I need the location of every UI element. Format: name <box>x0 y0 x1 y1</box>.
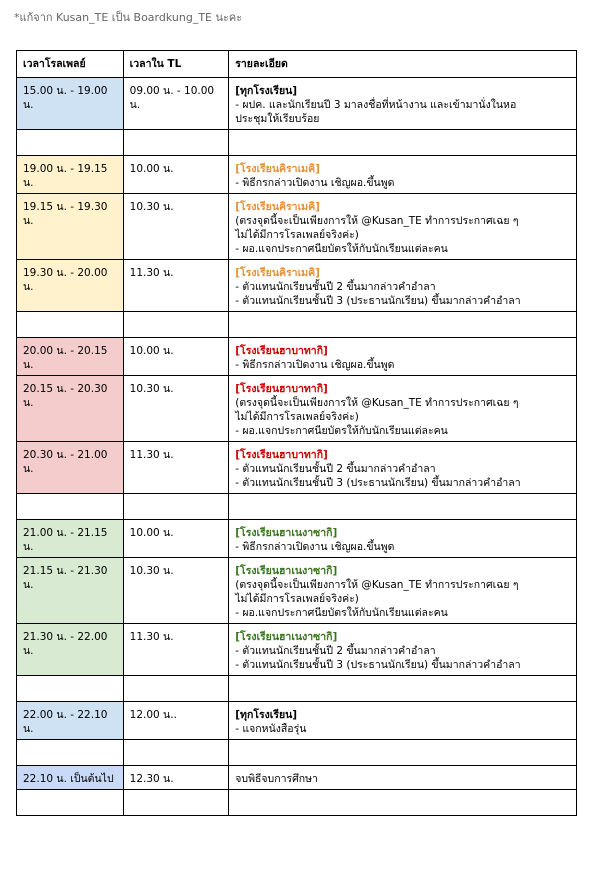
school-title: [โรงเรียนฮาเนงาซากิ] <box>235 565 338 577</box>
empty-cell <box>229 790 577 816</box>
empty-cell <box>229 494 577 520</box>
detail-line: (ตรงจุดนี้จะเป็นเพียงการให้ @Kusan_TE ทำการประกาศเฉย ๆ <box>235 397 519 409</box>
table-row <box>17 338 577 376</box>
roleplay-time-cell: 21.00 น. - 21.15 น. <box>17 520 124 558</box>
details-cell <box>229 442 577 494</box>
empty-cell <box>123 790 229 816</box>
table-row <box>17 624 577 676</box>
empty-cell <box>17 790 124 816</box>
detail-line: - ผอ.แจกประกาศนียบัตรให้กับนักเรียนแต่ละคน <box>235 607 448 619</box>
roleplay-time-cell: 20.15 น. - 20.30 น. <box>17 376 124 442</box>
school-title: [ทุกโรงเรียน] <box>235 709 298 721</box>
detail-line: ไม่ได้มีการโรลเพลย์จริงค่ะ) <box>235 411 359 423</box>
tl-time-cell: 11.30 น. <box>123 260 229 312</box>
table-row <box>17 442 577 494</box>
details-cell <box>229 376 577 442</box>
spacer-row <box>17 494 577 520</box>
detail-line: - พิธีกรกล่าวเปิดงาน เชิญผอ.ขึ้นพูด <box>235 541 395 553</box>
table-row <box>17 78 577 130</box>
table-row <box>17 260 577 312</box>
table-row <box>17 702 577 740</box>
school-title: [โรงเรียนคิราเมคิ] <box>235 201 320 213</box>
detail-line: (ตรงจุดนี้จะเป็นเพียงการให้ @Kusan_TE ทำการประกาศเฉย ๆ <box>235 215 519 227</box>
roleplay-time-cell: 20.30 น. - 21.00 น. <box>17 442 124 494</box>
table-row <box>17 376 577 442</box>
detail-line: - ตัวแทนนักเรียนชั้นปี 2 ขึ้นมากล่าวคำอำลา <box>235 463 436 475</box>
detail-line: - ตัวแทนนักเรียนชั้นปี 3 (ประธานนักเรียน) ขึ้นมากล่าวคำอำลา <box>235 659 521 671</box>
empty-cell <box>17 676 124 702</box>
empty-cell <box>123 740 229 766</box>
empty-cell <box>123 676 229 702</box>
detail-line: - ตัวแทนนักเรียนชั้นปี 3 (ประธานนักเรียน) ขึ้นมากล่าวคำอำลา <box>235 477 521 489</box>
detail-line: จบพิธีจบการศึกษา <box>235 773 318 785</box>
tl-time-cell: 10.00 น. <box>123 520 229 558</box>
empty-cell <box>17 130 124 156</box>
details-cell <box>229 702 577 740</box>
detail-line: - ตัวแทนนักเรียนชั้นปี 2 ขึ้นมากล่าวคำอำลา <box>235 645 436 657</box>
roleplay-time-cell: 22.10 น. เป็นต้นไป <box>17 766 124 790</box>
school-title: [โรงเรียนคิราเมคิ] <box>235 267 320 279</box>
tl-time-cell: 11.30 น. <box>123 624 229 676</box>
edit-note: *แก้จาก Kusan_TE เป็น Boardkung_TE นะคะ <box>14 11 243 24</box>
tl-time-cell: 11.30 น. <box>123 442 229 494</box>
detail-line: - ตัวแทนนักเรียนชั้นปี 2 ขึ้นมากล่าวคำอำลา <box>235 281 436 293</box>
spacer-row <box>17 312 577 338</box>
empty-cell <box>123 494 229 520</box>
header-tl-time: เวลาใน TL <box>123 51 229 78</box>
school-title: [โรงเรียนฮาบาทากิ] <box>235 383 328 395</box>
schedule-body <box>17 78 577 816</box>
empty-cell <box>123 312 229 338</box>
details-cell <box>229 624 577 676</box>
details-cell <box>229 766 577 790</box>
school-title: [โรงเรียนฮาบาทากิ] <box>235 449 328 461</box>
detail-line: - ผอ.แจกประกาศนียบัตรให้กับนักเรียนแต่ละคน <box>235 425 448 437</box>
details-cell <box>229 78 577 130</box>
tl-time-cell: 09.00 น. - 10.00 น. <box>123 78 229 130</box>
table-row <box>17 520 577 558</box>
spacer-row <box>17 740 577 766</box>
header-roleplay-time: เวลาโรลเพลย์ <box>17 51 124 78</box>
spacer-row <box>17 676 577 702</box>
details-cell <box>229 194 577 260</box>
roleplay-time-cell: 19.15 น. - 19.30 น. <box>17 194 124 260</box>
header-row <box>17 51 577 78</box>
tl-time-cell: 10.00 น. <box>123 156 229 194</box>
roleplay-time-cell: 21.30 น. - 22.00 น. <box>17 624 124 676</box>
detail-line: (ตรงจุดนี้จะเป็นเพียงการให้ @Kusan_TE ทำการประกาศเฉย ๆ <box>235 579 519 591</box>
detail-line: - ผปค. และนักเรียนปี 3 มาลงชื่อที่หน้างาน และเข้ามานั่งในหอ <box>235 99 517 111</box>
tl-time-cell: 10.00 น. <box>123 338 229 376</box>
table-row <box>17 194 577 260</box>
detail-line: - ผอ.แจกประกาศนียบัตรให้กับนักเรียนแต่ละคน <box>235 243 448 255</box>
details-cell <box>229 558 577 624</box>
detail-line: ไม่ได้มีการโรลเพลย์จริงค่ะ) <box>235 229 359 241</box>
roleplay-time-cell: 19.00 น. - 19.15 น. <box>17 156 124 194</box>
details-cell <box>229 260 577 312</box>
empty-cell <box>229 740 577 766</box>
table-row <box>17 766 577 790</box>
tl-time-cell: 10.30 น. <box>123 376 229 442</box>
tl-time-cell: 12.00 น.. <box>123 702 229 740</box>
details-cell <box>229 156 577 194</box>
empty-cell <box>229 312 577 338</box>
school-title: [โรงเรียนฮาเนงาซากิ] <box>235 631 338 643</box>
tl-time-cell: 10.30 น. <box>123 194 229 260</box>
tl-time-cell: 10.30 น. <box>123 558 229 624</box>
detail-line: - แจกหนังสือรุ่น <box>235 723 307 735</box>
empty-cell <box>229 676 577 702</box>
table-row <box>17 558 577 624</box>
schedule-table <box>16 50 577 816</box>
tl-time-cell: 12.30 น. <box>123 766 229 790</box>
empty-cell <box>229 130 577 156</box>
detail-line: ไม่ได้มีการโรลเพลย์จริงค่ะ) <box>235 593 359 605</box>
empty-cell <box>123 130 229 156</box>
roleplay-time-cell: 21.15 น. - 21.30 น. <box>17 558 124 624</box>
roleplay-time-cell: 22.00 น. - 22.10 น. <box>17 702 124 740</box>
detail-line: - พิธีกรกล่าวเปิดงาน เชิญผอ.ขึ้นพูด <box>235 359 395 371</box>
school-title: [โรงเรียนฮาบาทากิ] <box>235 345 328 357</box>
detail-line: - ตัวแทนนักเรียนชั้นปี 3 (ประธานนักเรียน) ขึ้นมากล่าวคำอำลา <box>235 295 521 307</box>
detail-line: ประชุมให้เรียบร้อย <box>235 113 320 125</box>
spacer-row <box>17 790 577 816</box>
detail-line: - พิธีกรกล่าวเปิดงาน เชิญผอ.ขึ้นพูด <box>235 177 395 189</box>
roleplay-time-cell: 20.00 น. - 20.15 น. <box>17 338 124 376</box>
empty-cell <box>17 494 124 520</box>
roleplay-time-cell: 19.30 น. - 20.00 น. <box>17 260 124 312</box>
school-title: [โรงเรียนคิราเมคิ] <box>235 163 320 175</box>
spacer-row <box>17 130 577 156</box>
details-cell <box>229 338 577 376</box>
school-title: [ทุกโรงเรียน] <box>235 85 298 97</box>
table-row <box>17 156 577 194</box>
school-title: [โรงเรียนฮาเนงาซากิ] <box>235 527 338 539</box>
header-details: รายละเอียด <box>229 51 577 78</box>
roleplay-time-cell: 15.00 น. - 19.00 น. <box>17 78 124 130</box>
empty-cell <box>17 740 124 766</box>
empty-cell <box>17 312 124 338</box>
details-cell <box>229 520 577 558</box>
